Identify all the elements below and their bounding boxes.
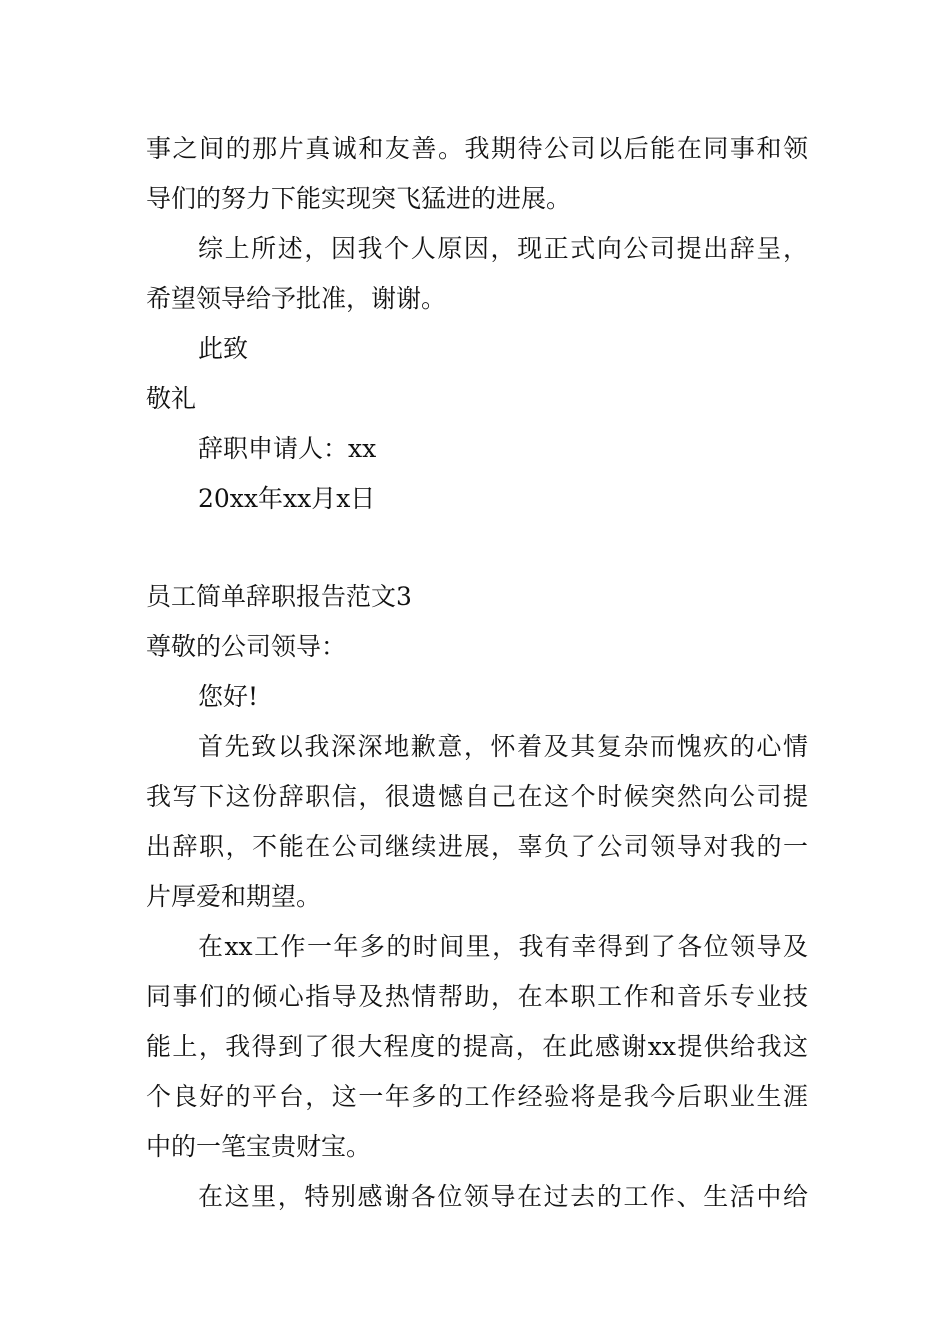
text-line: 我写下这份辞职信，很遗憾自己在这个时候突然向公司提: [146, 782, 808, 811]
closing-block: [146, 324, 808, 524]
section-gap: [146, 524, 808, 572]
text-line: 同事们的倾心指导及热情帮助，在本职工作和音乐专业技: [146, 982, 808, 1011]
greeting-line: 您好!: [198, 682, 259, 711]
text-line: 个良好的平台，这一年多的工作经验将是我今后职业生涯: [146, 1082, 808, 1111]
text-line: 事之间的那片真诚和友善。我期待公司以后能在同事和领: [146, 134, 808, 163]
text-line: 综上所述，因我个人原因，现正式向公司提出辞呈，: [198, 234, 808, 263]
respect-line: 敬礼: [146, 384, 197, 413]
text-line: 首先致以我深深地歉意，怀着及其复杂而愧疚的心情: [198, 732, 808, 761]
document-page: [146, 124, 808, 1222]
conclusion-paragraph: [146, 224, 808, 324]
text-line: 在这里，特别感谢各位领导在过去的工作、生活中给: [198, 1182, 808, 1211]
paragraph-gratitude: [146, 922, 808, 1172]
section-3: [146, 572, 808, 1222]
text-line: 导们的努力下能实现突飞猛进的进展。: [146, 184, 572, 213]
text-line: 中的一笔宝贵财宝。: [146, 1132, 372, 1161]
text-line: 出辞职，不能在公司继续进展，辜负了公司领导对我的一: [146, 832, 808, 861]
continuation-paragraph: [146, 124, 808, 224]
paragraph-apology: [146, 722, 808, 922]
addressee-line: 尊敬的公司领导：: [146, 632, 347, 661]
salutation: 此致: [198, 334, 249, 363]
text-line: 能上，我得到了很大程度的提高，在此感谢xx提供给我这: [146, 1032, 808, 1061]
text-line: 片厚爱和期望。: [146, 882, 322, 911]
date-line: 20xx年xx月x日: [198, 484, 376, 513]
text-line: 在xx工作一年多的时间里，我有幸得到了各位领导及: [198, 932, 808, 961]
paragraph-thanks: [146, 1172, 808, 1222]
section-title: 员工简单辞职报告范文3: [146, 582, 412, 611]
signer-line: 辞职申请人：xx: [198, 434, 377, 463]
text-line: 希望领导给予批准，谢谢。: [146, 284, 447, 313]
